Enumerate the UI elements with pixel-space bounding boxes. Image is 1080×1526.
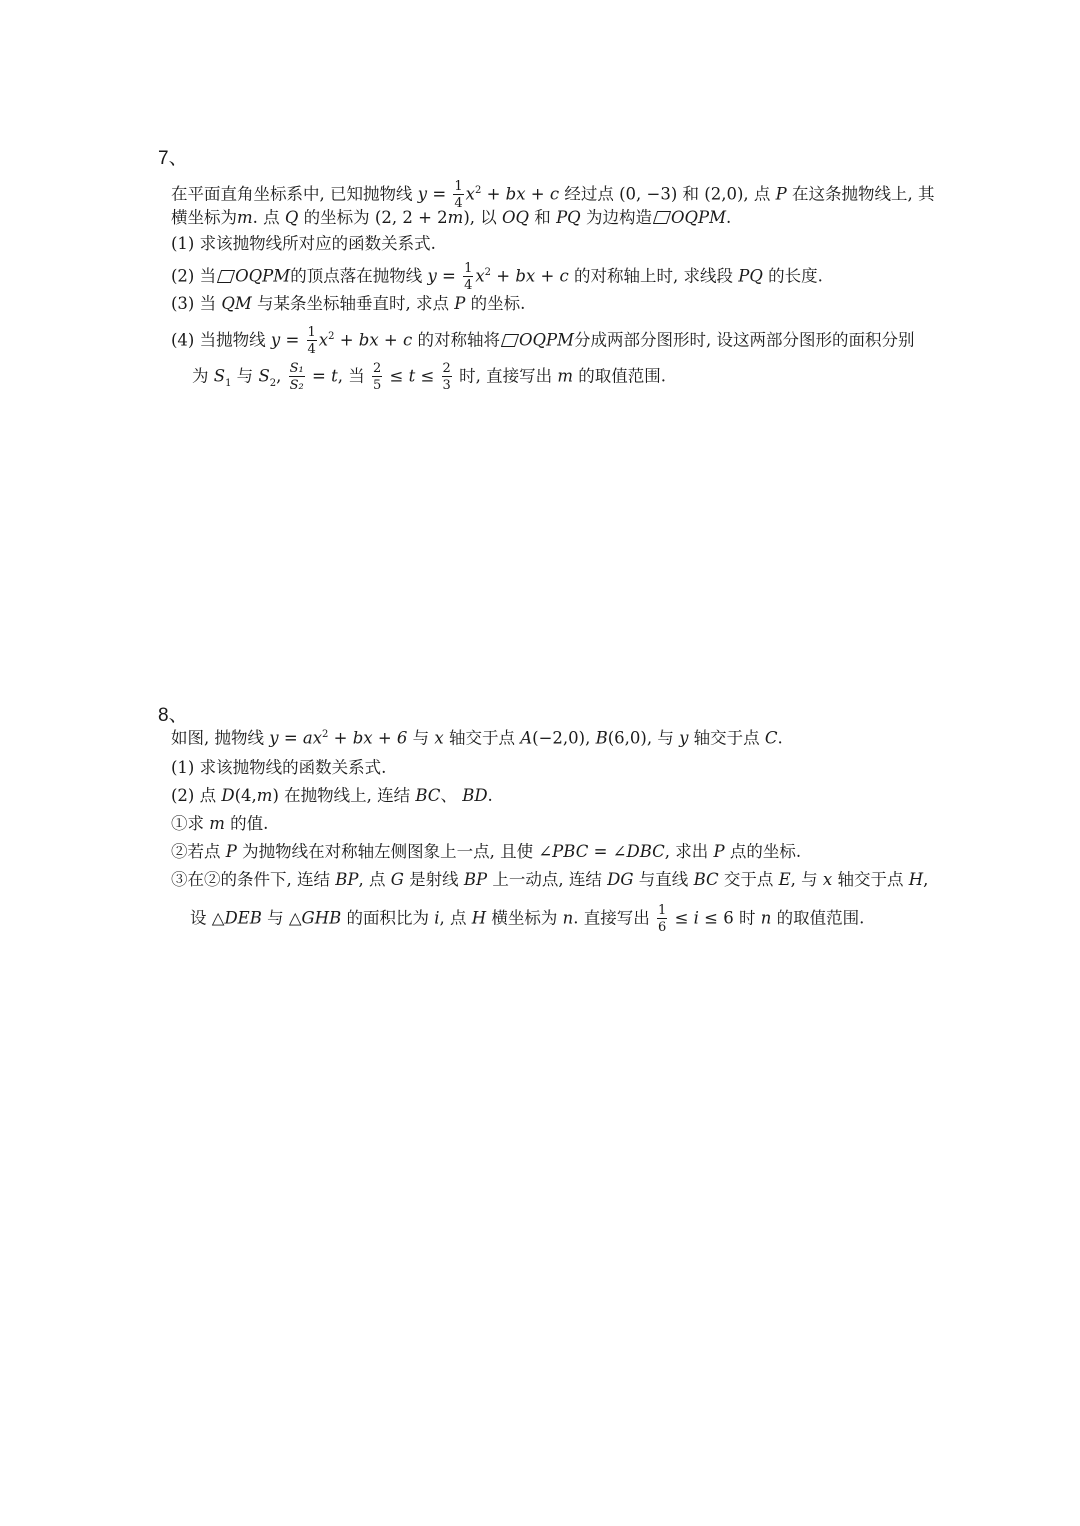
q7-fraction-quarter: $\frac{1}{4}$ [454,179,463,211]
q8-fraction-one-sixth: $\frac{1}{6}$ [658,903,667,935]
q8-part-2-sub-3-continued: 设 △DEB 与 △GHB 的面积比为 i, 点 H 横坐标为 n. 直接写出 $\frac{1}{6}$ ≤ i ≤ 6 时 n 的取值范围. [190,903,865,935]
parallelogram-icon [653,211,671,224]
q7-part-2: (2) 当 OQPM的顶点落在抛物线 y = $\frac{1}{4}$ $x^2$ + bx + c 的对称轴上时, 求线段 PQ 的长度. [171,261,823,293]
q7-part-1: (1) 求该抛物线所对应的函数关系式. [171,234,436,253]
question-8-number: 8、 [158,705,188,726]
q7-fraction-quarter: $\frac{1}{4}$ [464,261,473,293]
q8-part-1: (1) 求该抛物线的函数关系式. [171,758,387,777]
q7-fraction-two-thirds: $\frac{2}{3}$ [442,361,451,393]
q7-part-3: (3) 当 QM 与某条坐标轴垂直时, 求点 P 的坐标. [171,294,526,313]
q8-part-2-sub-1: ①求 m 的值. [171,814,269,833]
parallelogram-icon [217,270,235,283]
q8-part-2-sub-2: ②若点 P 为抛物线在对称轴左侧图象上一点, 且使 ∠PBC = ∠DBC, 求出 P 点的坐标. [171,842,802,861]
question-7-number: 7、 [158,148,188,169]
q7-part-4: (4) 当抛物线 y = $\frac{1}{4}$ $x^2$ + bx + c 的对称轴将 OQPM分成两部分图形时, 设这两部分图形的面积分别 [171,325,915,357]
q7-line-2: 横坐标为m. 点 Q 的坐标为 (2, 2 + 2m), 以 OQ 和 PQ 为边构造 OQPM. [171,208,732,227]
parallelogram-icon [501,334,519,347]
q7-part-4-continued: 为 $S_1$ 与 $S_2$, $\frac{\text{S₁}}{\text{S₂}}$ = t, 当 $\frac{2}{5}$ ≤ t ≤ $\frac{2}{3}$ 时, 直接写出 m 的取值范围. [192,361,666,393]
q7-fraction-quarter: $\frac{1}{4}$ [307,325,316,357]
q7-line-1: 在平面直角坐标系中, 已知抛物线 y = $\frac{1}{4}$ $x^2$ + bx + c 经过点 (0, −3) 和 (2,0), 点 P 在这条抛物线上, 其 [171,179,935,211]
q8-part-2: (2) 点 D(4,m) 在抛物线上, 连结 BC、 BD. [171,786,493,805]
q7-fraction-two-fifths: $\frac{2}{5}$ [372,361,382,393]
q8-line-1: 如图, 抛物线 $y = ax^2$ + bx + 6 与 x 轴交于点 A(−2,0), B(6,0), 与 y 轴交于点 C. [171,728,783,748]
q8-part-2-sub-3: ③在②的条件下, 连结 BP, 点 G 是射线 BP 上一动点, 连结 DG 与直线 BC 交于点 E, 与 x 轴交于点 H, [171,870,929,889]
q7-fraction-s1-s2: $\frac{\text{S₁}}{\text{S₂}}$ [289,361,304,393]
